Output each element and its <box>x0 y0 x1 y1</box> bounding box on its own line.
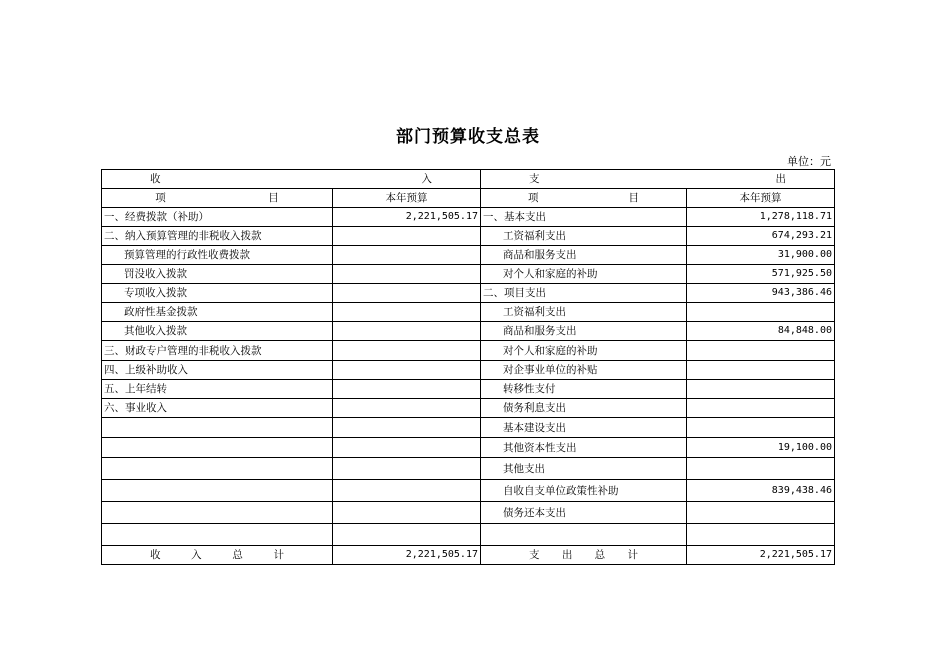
expense-budget-value: 839,438.46 <box>687 480 835 502</box>
income-item-label <box>102 418 333 438</box>
income-item-header <box>102 189 333 208</box>
column-header-row <box>102 189 835 208</box>
expense-header-char: 出 <box>775 173 786 185</box>
table-row <box>102 361 835 380</box>
totals-row <box>102 546 835 565</box>
table-row <box>102 380 835 399</box>
expense-budget-value: 674,293.21 <box>687 227 835 246</box>
expense-item-label: 一、基本支出 <box>481 208 687 227</box>
income-item-label <box>102 480 333 502</box>
header-char: 目 <box>628 192 639 204</box>
income-item-label: 三、财政专户管理的非税收入拨款 <box>102 341 333 361</box>
table-row <box>102 322 835 341</box>
income-budget-value <box>333 502 481 524</box>
expense-budget-value <box>687 418 835 438</box>
page-title: 部门预算收支总表 <box>396 127 540 147</box>
total-char: 总 <box>232 549 243 561</box>
total-char: 收 <box>150 549 161 561</box>
total-char: 入 <box>191 549 202 561</box>
income-budget-value <box>333 246 481 265</box>
total-char: 总 <box>594 549 606 561</box>
income-item-label <box>102 458 333 480</box>
expense-budget-value <box>687 361 835 380</box>
expense-budget-value: 943,386.46 <box>687 284 835 303</box>
income-budget-value <box>333 418 481 438</box>
income-item-label: 五、上年结转 <box>102 380 333 399</box>
income-header-char: 收 <box>150 173 161 185</box>
income-budget-value <box>333 480 481 502</box>
expense-item-label: 转移性支付 <box>481 380 687 399</box>
income-item-label: 其他收入拨款 <box>102 322 333 341</box>
header-char: 项 <box>528 192 539 204</box>
expense-total-value: 2,221,505.17 <box>687 546 835 565</box>
income-item-label: 二、纳入预算管理的非税收入拨款 <box>102 227 333 246</box>
expense-item-label: 债务利息支出 <box>481 399 687 418</box>
income-budget-value <box>333 284 481 303</box>
income-budget-value <box>333 399 481 418</box>
total-char: 支 <box>529 549 540 561</box>
expense-budget-value <box>687 399 835 418</box>
income-budget-value <box>333 341 481 361</box>
expense-item-label: 二、项目支出 <box>481 284 687 303</box>
expense-budget-value <box>687 341 835 361</box>
table-row <box>102 303 835 322</box>
table-row <box>102 418 835 438</box>
section-header-row <box>102 170 835 189</box>
expense-header-char: 支 <box>529 173 540 185</box>
expense-item-label: 工资福利支出 <box>481 303 687 322</box>
header-char: 项 <box>155 192 166 204</box>
income-item-label: 四、上级补助收入 <box>102 361 333 380</box>
income-total-label <box>102 546 333 565</box>
income-budget-value <box>333 227 481 246</box>
income-total-value: 2,221,505.17 <box>333 546 481 565</box>
expense-item-label: 其他支出 <box>481 458 687 480</box>
expense-budget-value <box>687 380 835 399</box>
expense-budget-value <box>687 458 835 480</box>
income-budget-value <box>333 303 481 322</box>
expense-item-label: 对个人和家庭的补助 <box>481 265 687 284</box>
table-row <box>102 227 835 246</box>
expense-item-label: 自收自支单位政策性补助 <box>481 480 687 502</box>
header-char: 目 <box>268 192 279 204</box>
total-char: 出 <box>561 549 573 561</box>
table-row <box>102 246 835 265</box>
expense-section-header <box>481 170 835 189</box>
income-budget-value <box>333 265 481 284</box>
income-item-label <box>102 438 333 458</box>
total-char: 计 <box>627 549 638 561</box>
income-item-label: 罚没收入拨款 <box>102 265 333 284</box>
table-row <box>102 284 835 303</box>
income-item-label: 预算管理的行政性收费拨款 <box>102 246 333 265</box>
income-budget-value <box>333 322 481 341</box>
expense-item-header <box>481 189 687 208</box>
table-row <box>102 438 835 458</box>
income-item-label <box>102 524 333 546</box>
expense-budget-value: 84,848.00 <box>687 322 835 341</box>
expense-budget-value <box>687 524 835 546</box>
table-row <box>102 458 835 480</box>
table-row <box>102 502 835 524</box>
expense-total-label <box>481 546 687 565</box>
income-section-header <box>102 170 481 189</box>
income-item-label: 一、经费拨款（补助） <box>102 208 333 227</box>
table-row <box>102 341 835 361</box>
income-item-label <box>102 502 333 524</box>
expense-budget-value: 19,100.00 <box>687 438 835 458</box>
expense-item-label: 商品和服务支出 <box>481 246 687 265</box>
income-item-label: 政府性基金拨款 <box>102 303 333 322</box>
income-budget-value <box>333 458 481 480</box>
expense-budget-value <box>687 303 835 322</box>
unit-label: 单位：元 <box>787 155 831 168</box>
expense-budget-value: 31,900.00 <box>687 246 835 265</box>
expense-item-label: 债务还本支出 <box>481 502 687 524</box>
expense-item-label: 其他资本性支出 <box>481 438 687 458</box>
income-budget-header: 本年预算 <box>333 189 481 208</box>
expense-budget-value <box>687 502 835 524</box>
income-budget-value <box>333 438 481 458</box>
income-item-label: 专项收入拨款 <box>102 284 333 303</box>
table-row <box>102 399 835 418</box>
income-item-label: 六、事业收入 <box>102 399 333 418</box>
expense-item-label: 商品和服务支出 <box>481 322 687 341</box>
table-row <box>102 524 835 546</box>
table-row <box>102 208 835 227</box>
table-row <box>102 265 835 284</box>
budget-summary-table <box>101 169 835 565</box>
expense-item-label <box>481 524 687 546</box>
expense-item-label: 对企事业单位的补贴 <box>481 361 687 380</box>
total-char: 计 <box>273 549 284 561</box>
income-budget-value: 2,221,505.17 <box>333 208 481 227</box>
table-row <box>102 480 835 502</box>
expense-budget-value: 571,925.50 <box>687 265 835 284</box>
income-header-char: 入 <box>421 173 432 185</box>
expense-item-label: 工资福利支出 <box>481 227 687 246</box>
expense-item-label: 对个人和家庭的补助 <box>481 341 687 361</box>
expense-budget-value: 1,278,118.71 <box>687 208 835 227</box>
expense-item-label: 基本建设支出 <box>481 418 687 438</box>
income-budget-value <box>333 524 481 546</box>
expense-budget-header: 本年预算 <box>687 189 835 208</box>
income-budget-value <box>333 380 481 399</box>
income-budget-value <box>333 361 481 380</box>
